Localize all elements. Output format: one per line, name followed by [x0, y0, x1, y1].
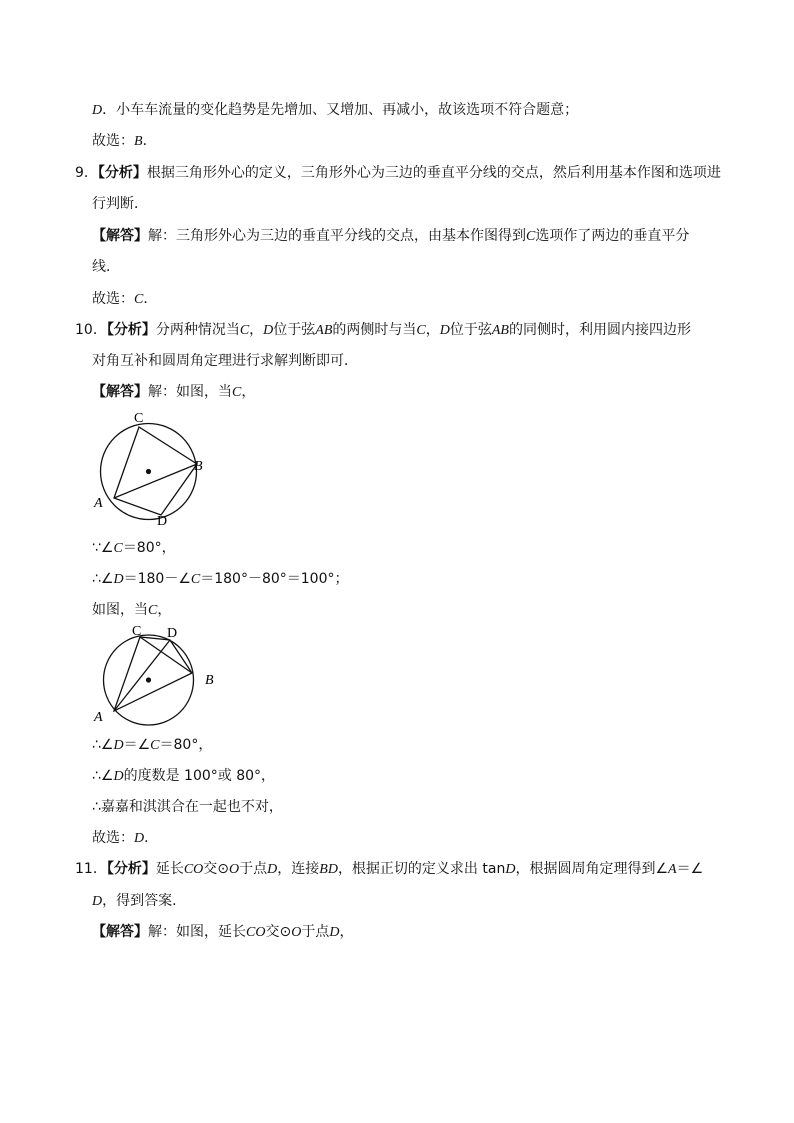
variable: D	[267, 862, 278, 877]
q8-choose-line	[92, 131, 157, 152]
analysis-text: 的两侧时与当	[332, 322, 417, 338]
question-number: 11．	[75, 861, 107, 877]
variable: D	[113, 738, 124, 753]
analysis-text: 交⊙	[203, 861, 230, 877]
answer-text: ，	[241, 384, 256, 400]
point-label-a: A	[94, 496, 103, 511]
answer-text: 于点	[301, 924, 330, 940]
variable: C	[232, 385, 242, 400]
chord-ad	[114, 640, 170, 711]
point-label-c: C	[134, 411, 144, 426]
variable: AB	[315, 323, 333, 338]
q8-option-d-line	[92, 100, 578, 121]
variable: D	[439, 323, 450, 338]
q9-analysis-line1	[75, 163, 721, 183]
analysis-text: 位于弦	[449, 322, 492, 338]
analysis-text: ，根据正切的定义求出 tan	[337, 861, 506, 877]
variable: A	[668, 862, 677, 877]
q10-answer-line1	[92, 382, 255, 403]
analysis-text: ，	[249, 322, 264, 338]
answer-variable: C	[526, 229, 536, 244]
center-point	[146, 469, 151, 474]
answer-text: 如图，当	[92, 602, 148, 618]
question-number: 9．	[75, 165, 98, 181]
answer-text: 解：如图，延长	[148, 924, 246, 940]
q9-answer-line1	[92, 226, 689, 247]
variable: BD	[319, 862, 338, 877]
period: ．	[143, 291, 158, 307]
variable: D	[92, 894, 103, 909]
variable: C	[113, 541, 123, 556]
period: ．	[142, 133, 157, 149]
q10-figure2-intro	[92, 600, 171, 621]
variable: CO	[246, 925, 266, 940]
answer-tag: 【解答】	[92, 384, 148, 400]
point-label-d: D	[157, 514, 168, 529]
choose-answer: D	[134, 831, 145, 846]
answer-text: 交⊙	[265, 924, 292, 940]
q11-answer-line1	[92, 922, 353, 943]
variable: C	[150, 738, 160, 753]
analysis-text: 的同侧时，利用圆内接四边形	[508, 322, 691, 338]
answer-text: ，	[157, 602, 172, 618]
analysis-text: 位于弦	[273, 322, 316, 338]
answer-tag: 【解答】	[92, 228, 148, 244]
point-label-b: B	[205, 673, 214, 688]
q9-answer-line2: 线．	[92, 259, 120, 275]
math-text: ＝180－∠	[123, 571, 191, 587]
q8-option-label: D	[92, 103, 103, 118]
q10-step4	[92, 766, 275, 787]
analysis-text: 分两种情况当	[155, 322, 240, 338]
q10-step1	[92, 538, 176, 559]
circle-figure-1	[90, 408, 220, 533]
choose-prefix: 故选：	[92, 291, 134, 307]
analysis-text: 延长	[155, 861, 184, 877]
answer-text: ，	[339, 924, 354, 940]
q10-analysis-line1	[75, 320, 691, 341]
analysis-text: ，连接	[277, 861, 320, 877]
variable: C	[416, 323, 426, 338]
variable: D	[113, 572, 124, 587]
variable: C	[148, 603, 158, 618]
answer-tag: 【解答】	[92, 924, 148, 940]
analysis-text: 根据三角形外心的定义，三角形外心为三边的垂直平分线的交点，然后利用基本作图和选项进	[146, 165, 721, 181]
point-label-a: A	[94, 710, 103, 725]
answer-text: 解：三角形外心为三边的垂直平分线的交点，由基本作图得到	[148, 228, 526, 244]
math-symbol: ∴∠	[92, 571, 114, 587]
analysis-text: ＝∠	[676, 861, 704, 877]
analysis-text: ，根据圆周角定理得到∠	[515, 861, 669, 877]
variable: O	[291, 925, 302, 940]
analysis-tag: 【分析】	[106, 861, 156, 877]
point-label-b: B	[194, 459, 203, 474]
math-text: ＝80°，	[159, 737, 213, 753]
q8-option-text: ．小车车流量的变化趋势是先增加、又增加、再减小，故该选项不符合题意；	[102, 102, 579, 118]
q9-analysis-line2: 行判断．	[92, 196, 148, 212]
q11-analysis-line2	[92, 891, 186, 912]
q9-choose-line	[92, 289, 157, 310]
answer-text: 解：如图，当	[148, 384, 232, 400]
q11-analysis-line1	[75, 859, 703, 880]
q10-step3	[92, 735, 212, 756]
math-text: ＝180°－80°＝100°；	[200, 571, 349, 587]
choose-prefix: 故选：	[92, 133, 134, 149]
analysis-text: 于点	[239, 861, 268, 877]
math-symbol: ∴∠	[92, 768, 114, 784]
analysis-text: ，得到答案．	[102, 893, 187, 909]
choose-prefix: 故选：	[92, 830, 134, 846]
period: ．	[144, 830, 159, 846]
math-symbol: ∵∠	[92, 540, 114, 556]
variable: C	[190, 572, 201, 587]
variable: D	[113, 769, 124, 784]
variable: CO	[183, 862, 204, 877]
q10-choose-line	[92, 828, 158, 849]
answer-text: 选项作了两边的垂直平分	[535, 228, 690, 244]
math-text: ＝80°，	[122, 540, 176, 556]
point-label-c: C	[132, 624, 142, 639]
q10-step5: ∴嘉嘉和淇淇合在一起也不对，	[92, 799, 283, 815]
variable: AB	[491, 323, 509, 338]
variable: O	[229, 862, 240, 877]
math-text: ＝∠	[123, 737, 151, 753]
q10-analysis-line2: 对角互补和圆周角定理进行求解判断即可．	[92, 353, 358, 369]
analysis-tag: 【分析】	[97, 165, 147, 181]
choose-answer: B	[134, 134, 143, 149]
variable: D	[505, 862, 516, 877]
circle-figure-2	[90, 623, 230, 728]
analysis-text: ，	[425, 322, 440, 338]
variable: D	[329, 925, 340, 940]
choose-answer: C	[134, 292, 144, 307]
q10-step2	[92, 569, 348, 590]
question-number: 10．	[75, 322, 107, 338]
point-label-d: D	[167, 626, 178, 641]
variable: D	[263, 323, 274, 338]
analysis-tag: 【分析】	[106, 322, 156, 338]
center-point	[146, 677, 151, 682]
math-symbol: ∴∠	[92, 737, 114, 753]
variable: C	[239, 323, 250, 338]
math-text: 的度数是 100°或 80°，	[123, 768, 276, 784]
